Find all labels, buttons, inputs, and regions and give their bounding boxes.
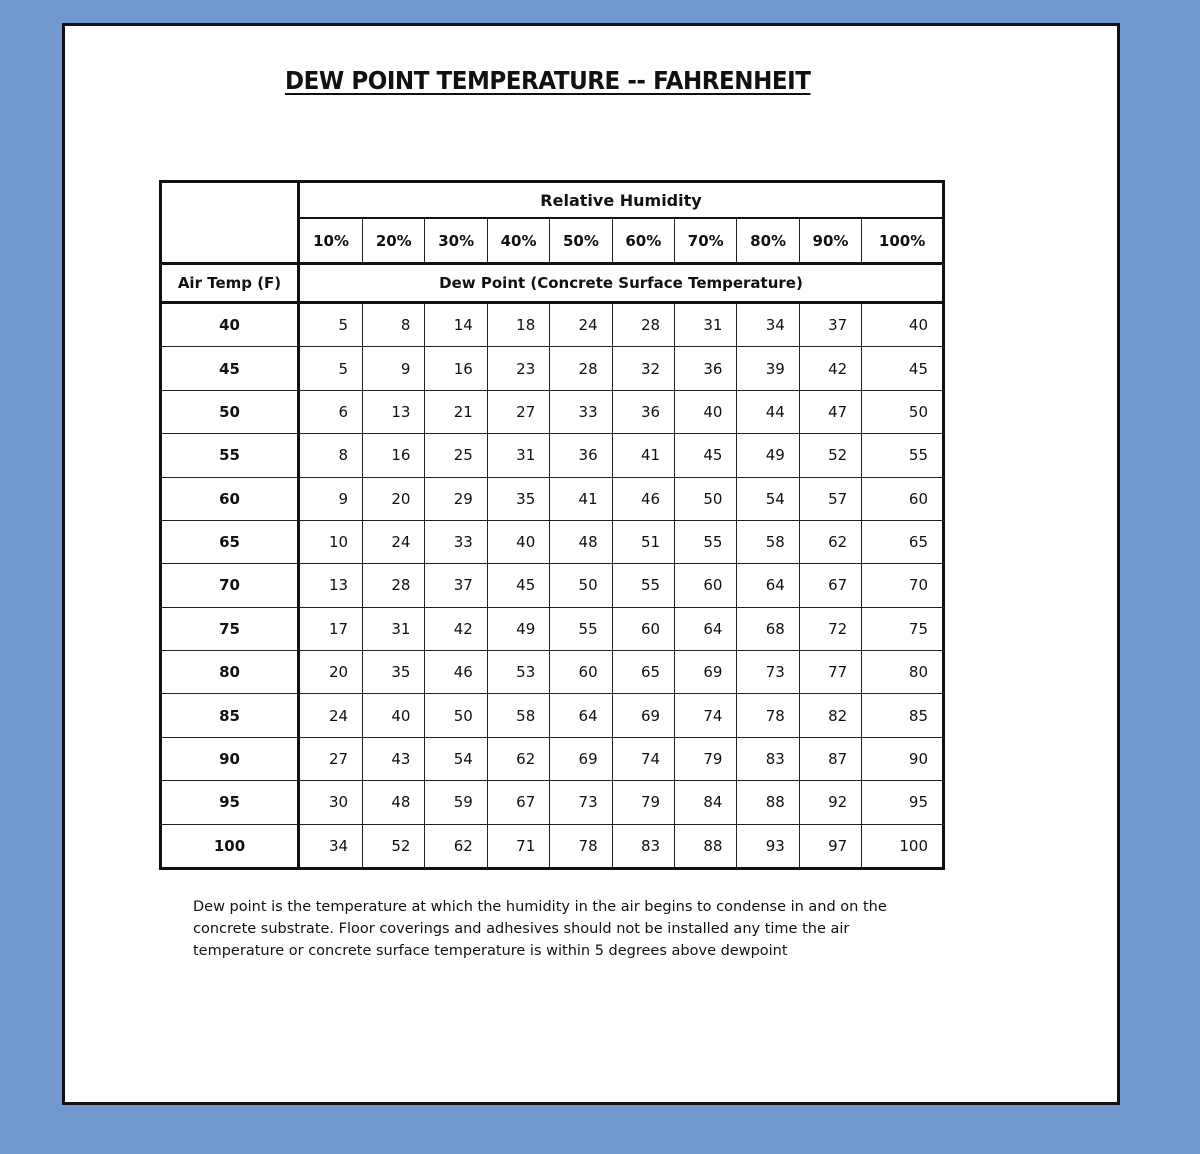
- dew-point-cell: 71: [487, 824, 549, 868]
- table-row: [161, 607, 944, 650]
- dew-point-cell: 20: [299, 651, 363, 694]
- dew-point-cell: 97: [799, 824, 861, 868]
- dew-point-cell: 93: [737, 824, 799, 868]
- relative-humidity-header: Relative Humidity: [299, 182, 944, 219]
- dew-point-cell: 48: [363, 781, 425, 824]
- dew-point-cell: 20: [363, 477, 425, 520]
- dew-point-cell: 73: [550, 781, 612, 824]
- dew-point-cell: 64: [675, 607, 737, 650]
- air-temp-cell: 70: [161, 564, 299, 607]
- dew-point-cell: 60: [862, 477, 944, 520]
- dew-point-cell: 39: [737, 347, 799, 390]
- dew-point-cell: 18: [487, 303, 549, 347]
- dew-point-cell: 48: [550, 520, 612, 563]
- dew-point-cell: 27: [487, 390, 549, 433]
- dew-point-cell: 42: [425, 607, 487, 650]
- dew-point-cell: 52: [363, 824, 425, 868]
- dew-point-cell: 31: [487, 434, 549, 477]
- dew-point-cell: 49: [737, 434, 799, 477]
- dew-point-cell: 28: [550, 347, 612, 390]
- air-temp-cell: 50: [161, 390, 299, 433]
- dew-point-cell: 33: [425, 520, 487, 563]
- dew-point-cell: 50: [675, 477, 737, 520]
- dew-point-cell: 32: [612, 347, 674, 390]
- dew-point-cell: 35: [363, 651, 425, 694]
- dew-point-cell: 62: [425, 824, 487, 868]
- dew-point-cell: 68: [737, 607, 799, 650]
- dew-point-cell: 17: [299, 607, 363, 650]
- dew-point-cell: 74: [675, 694, 737, 737]
- table-row: [161, 477, 944, 520]
- dew-point-cell: 88: [737, 781, 799, 824]
- air-temp-cell: 60: [161, 477, 299, 520]
- humidity-level-header: 70%: [675, 218, 737, 263]
- humidity-level-header: 100%: [862, 218, 944, 263]
- dew-point-cell: 73: [737, 651, 799, 694]
- dew-point-cell: 57: [799, 477, 861, 520]
- dew-point-cell: 74: [612, 737, 674, 780]
- dew-point-cell: 43: [363, 737, 425, 780]
- dew-point-cell: 62: [799, 520, 861, 563]
- dew-point-cell: 24: [550, 303, 612, 347]
- dew-point-cell: 70: [862, 564, 944, 607]
- dew-point-cell: 47: [799, 390, 861, 433]
- dew-point-cell: 64: [550, 694, 612, 737]
- table-row: [161, 520, 944, 563]
- dew-point-cell: 82: [799, 694, 861, 737]
- dew-point-cell: 36: [675, 347, 737, 390]
- dew-point-cell: 25: [425, 434, 487, 477]
- dew-point-cell: 16: [363, 434, 425, 477]
- dew-point-cell: 33: [550, 390, 612, 433]
- dew-point-cell: 55: [675, 520, 737, 563]
- dew-point-cell: 45: [487, 564, 549, 607]
- dew-point-cell: 5: [299, 347, 363, 390]
- dew-point-cell: 41: [612, 434, 674, 477]
- air-temp-cell: 80: [161, 651, 299, 694]
- air-temp-cell: 100: [161, 824, 299, 868]
- dew-point-cell: 31: [675, 303, 737, 347]
- dew-point-cell: 13: [363, 390, 425, 433]
- dew-point-cell: 44: [737, 390, 799, 433]
- air-temp-cell: 85: [161, 694, 299, 737]
- dew-point-cell: 80: [862, 651, 944, 694]
- dew-point-cell: 52: [799, 434, 861, 477]
- dew-point-cell: 100: [862, 824, 944, 868]
- dew-point-cell: 13: [299, 564, 363, 607]
- dew-point-cell: 53: [487, 651, 549, 694]
- dew-point-cell: 69: [612, 694, 674, 737]
- dew-point-cell: 77: [799, 651, 861, 694]
- dew-point-cell: 58: [487, 694, 549, 737]
- dew-point-cell: 40: [862, 303, 944, 347]
- dew-point-cell: 65: [612, 651, 674, 694]
- dew-point-cell: 40: [363, 694, 425, 737]
- dew-point-cell: 40: [487, 520, 549, 563]
- dew-point-cell: 69: [550, 737, 612, 780]
- dew-point-cell: 65: [862, 520, 944, 563]
- page-title: DEW POINT TEMPERATURE -- FAHRENHEIT: [285, 66, 811, 95]
- dew-point-cell: 58: [737, 520, 799, 563]
- dew-point-cell: 72: [799, 607, 861, 650]
- dew-point-cell: 83: [737, 737, 799, 780]
- dew-point-cell: 95: [862, 781, 944, 824]
- dew-point-cell: 62: [487, 737, 549, 780]
- air-temp-cell: 55: [161, 434, 299, 477]
- dew-point-cell: 78: [550, 824, 612, 868]
- table-row: [161, 564, 944, 607]
- dew-point-cell: 37: [799, 303, 861, 347]
- dew-point-cell: 8: [299, 434, 363, 477]
- table-row: [161, 737, 944, 780]
- document-page: [62, 23, 1120, 1105]
- table-row: [161, 781, 944, 824]
- dew-point-cell: 16: [425, 347, 487, 390]
- dew-point-cell: 36: [612, 390, 674, 433]
- table-row: [161, 303, 944, 347]
- humidity-level-header: 90%: [799, 218, 861, 263]
- dew-point-cell: 55: [612, 564, 674, 607]
- dew-point-header: Dew Point (Concrete Surface Temperature): [299, 263, 944, 302]
- dew-point-cell: 24: [299, 694, 363, 737]
- dew-point-cell: 55: [862, 434, 944, 477]
- dew-point-cell: 10: [299, 520, 363, 563]
- air-temp-cell: 45: [161, 347, 299, 390]
- air-temp-header: Air Temp (F): [161, 263, 299, 302]
- humidity-level-header: 60%: [612, 218, 674, 263]
- humidity-level-header: 40%: [487, 218, 549, 263]
- dew-point-cell: 79: [612, 781, 674, 824]
- dew-point-cell: 78: [737, 694, 799, 737]
- air-temp-cell: 65: [161, 520, 299, 563]
- humidity-level-header: 80%: [737, 218, 799, 263]
- table-corner-cell: [161, 182, 299, 264]
- dew-point-cell: 79: [675, 737, 737, 780]
- dew-point-cell: 6: [299, 390, 363, 433]
- dew-point-note: Dew point is the temperature at which the humidity in the air begins to condense in and on the concrete substrate. Floor coverings and adhesives should not be installed any time the air temperature or concrete surface temperature is within 5 degrees above dewpoint: [193, 899, 887, 959]
- dew-point-cell: 75: [862, 607, 944, 650]
- dew-point-cell: 28: [363, 564, 425, 607]
- dew-point-cell: 14: [425, 303, 487, 347]
- dew-point-cell: 35: [487, 477, 549, 520]
- dew-point-cell: 34: [299, 824, 363, 868]
- air-temp-cell: 95: [161, 781, 299, 824]
- table-row: [161, 651, 944, 694]
- dew-point-cell: 27: [299, 737, 363, 780]
- dew-point-cell: 29: [425, 477, 487, 520]
- dew-point-cell: 37: [425, 564, 487, 607]
- dew-point-cell: 30: [299, 781, 363, 824]
- dew-point-cell: 50: [862, 390, 944, 433]
- dew-point-cell: 46: [612, 477, 674, 520]
- dew-point-cell: 92: [799, 781, 861, 824]
- dew-point-cell: 49: [487, 607, 549, 650]
- dew-point-cell: 60: [612, 607, 674, 650]
- humidity-level-header: 50%: [550, 218, 612, 263]
- dew-point-cell: 83: [612, 824, 674, 868]
- table-row: [161, 347, 944, 390]
- dew-point-cell: 59: [425, 781, 487, 824]
- dew-point-cell: 45: [675, 434, 737, 477]
- table-row: [161, 824, 944, 868]
- dew-point-cell: 88: [675, 824, 737, 868]
- dew-point-cell: 54: [737, 477, 799, 520]
- dew-point-cell: 46: [425, 651, 487, 694]
- dew-point-cell: 87: [799, 737, 861, 780]
- dew-point-cell: 60: [675, 564, 737, 607]
- dew-point-cell: 36: [550, 434, 612, 477]
- table-row: [161, 694, 944, 737]
- dew-point-cell: 69: [675, 651, 737, 694]
- dew-point-cell: 85: [862, 694, 944, 737]
- humidity-level-header: 30%: [425, 218, 487, 263]
- humidity-level-header: 20%: [363, 218, 425, 263]
- table-row: [161, 434, 944, 477]
- dew-point-cell: 67: [487, 781, 549, 824]
- air-temp-cell: 40: [161, 303, 299, 347]
- dew-point-cell: 50: [550, 564, 612, 607]
- dew-point-cell: 24: [363, 520, 425, 563]
- dew-point-cell: 84: [675, 781, 737, 824]
- dew-point-cell: 40: [675, 390, 737, 433]
- dew-point-cell: 28: [612, 303, 674, 347]
- dew-point-cell: 42: [799, 347, 861, 390]
- dew-point-cell: 8: [363, 303, 425, 347]
- dew-point-cell: 55: [550, 607, 612, 650]
- dew-point-cell: 90: [862, 737, 944, 780]
- table-row: [161, 390, 944, 433]
- dew-point-cell: 67: [799, 564, 861, 607]
- air-temp-cell: 75: [161, 607, 299, 650]
- dew-point-cell: 41: [550, 477, 612, 520]
- dew-point-cell: 51: [612, 520, 674, 563]
- dew-point-cell: 23: [487, 347, 549, 390]
- humidity-level-header: 10%: [299, 218, 363, 263]
- dew-point-cell: 9: [299, 477, 363, 520]
- dew-point-cell: 9: [363, 347, 425, 390]
- dew-point-cell: 21: [425, 390, 487, 433]
- dew-point-cell: 54: [425, 737, 487, 780]
- dew-point-cell: 34: [737, 303, 799, 347]
- air-temp-cell: 90: [161, 737, 299, 780]
- dew-point-cell: 45: [862, 347, 944, 390]
- dew-point-cell: 5: [299, 303, 363, 347]
- dew-point-table: [159, 180, 945, 870]
- dew-point-cell: 50: [425, 694, 487, 737]
- dew-point-cell: 31: [363, 607, 425, 650]
- dew-point-cell: 60: [550, 651, 612, 694]
- dew-point-cell: 64: [737, 564, 799, 607]
